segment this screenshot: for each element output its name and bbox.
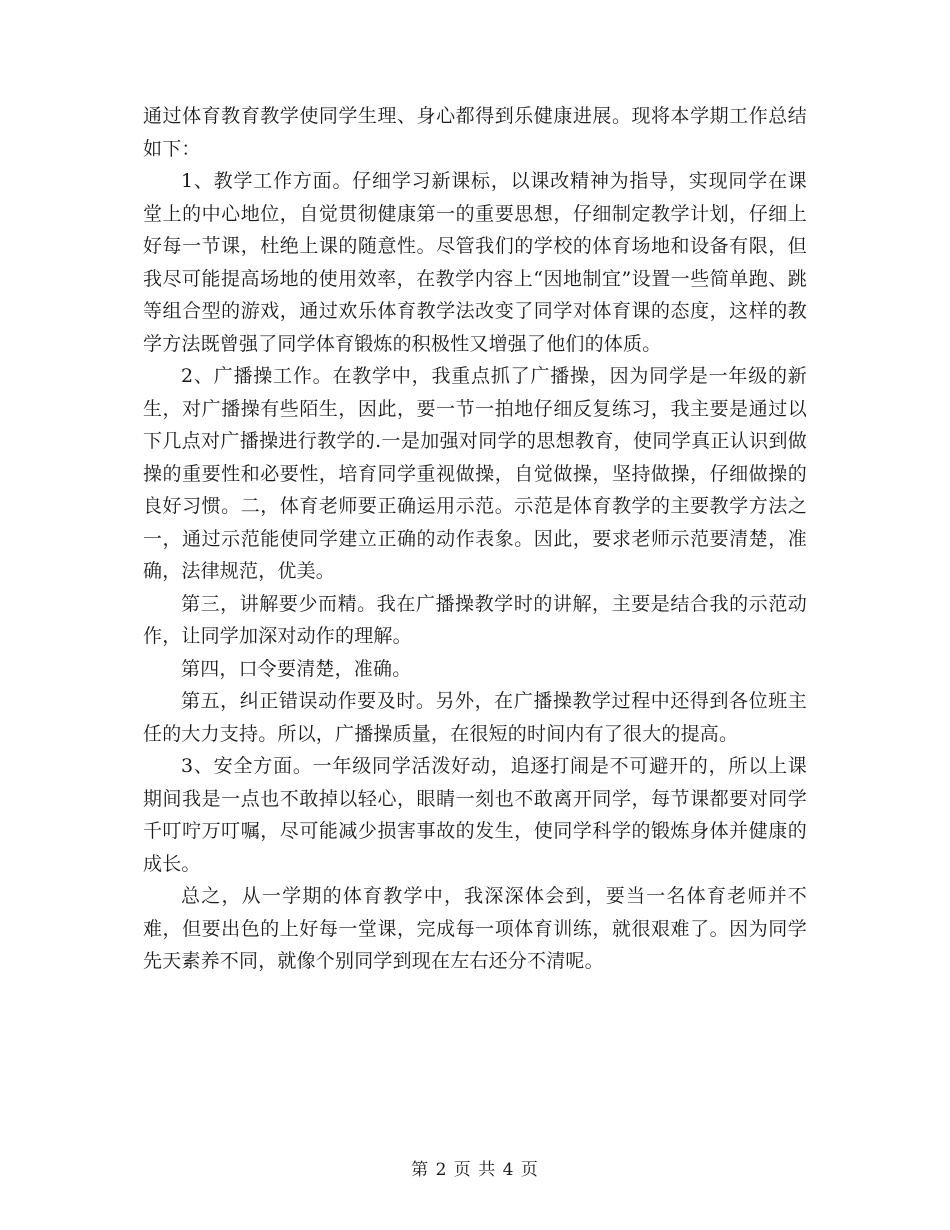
paragraph-safety: 3、安全方面。一年级同学活泼好动，追逐打闹是不可避开的，所以上课期间我是一点也不敢掉以轻心，眼睛一刻也不敢离开同学，每节课都要对同学千叮咛万叮嘱，尽可能减少损害事故的发生，使同学科学的锻炼身体并健康的成长。 (143, 755, 807, 875)
paragraph-point-three: 第三，讲解要少而精。我在广播操教学时的讲解，主要是结合我的示范动作，让同学加深对动作的理解。 (143, 592, 807, 647)
document-body (143, 100, 807, 978)
paragraph-broadcast-exercise: 2、广播操工作。在教学中，我重点抓了广播操，因为同学是一年级的新生，对广播操有些陌生，因此，要一节一拍地仔细反复练习，我主要是通过以下几点对广播操进行教学的.一是加强对同学的思想教育，使同学真正认识到做操的重要性和必要性，培育同学重视做操，自觉做操，坚持做操，仔细做操的良好习惯。二，体育老师要正确运用示范。示范是体育教学的主要教学方法之一，通过示范能使同学建立正确的动作表象。因此，要求老师示范要清楚，准确，法律规范，优美。 (143, 365, 807, 582)
paragraph-intro-continuation: 通过体育教育教学使同学生理、身心都得到乐健康进展。现将本学期工作总结如下： (143, 105, 807, 160)
paragraph-teaching-work: 1、教学工作方面。仔细学习新课标，以课改精神为指导，实现同学在课堂上的中心地位，自觉贯彻健康第一的重要思想，仔细制定教学计划，仔细上好每一节课，杜绝上课的随意性。尽管我们的学校的体育场地和设备有限，但我尽可能提高场地的使用效率，在教学内容上“因地制宜”设置一些简单跑、跳等组合型的游戏，通过欢乐体育教学法改变了同学对体育课的态度，这样的教学方法既曾强了同学体育锻炼的积极性又增强了他们的体质。 (143, 170, 807, 355)
paragraph-point-five: 第五，纠正错误动作要及时。另外，在广播操教学过程中还得到各位班主任的大力支持。所以，广播操质量，在很短的时间内有了很大的提高。 (143, 690, 807, 745)
paragraph-point-four: 第四，口令要清楚，准确。 (181, 657, 412, 680)
page-number-footer: 第 2 页 共 4 页 (411, 1160, 539, 1180)
paragraph-summary: 总之，从一学期的体育教学中，我深深体会到，要当一名体育老师并不难，但要出色的上好每一堂课，完成每一项体育训练，就很艰难了。因为同学先天素养不同，就像个别同学到现在左右还分不清呢。 (143, 885, 807, 972)
